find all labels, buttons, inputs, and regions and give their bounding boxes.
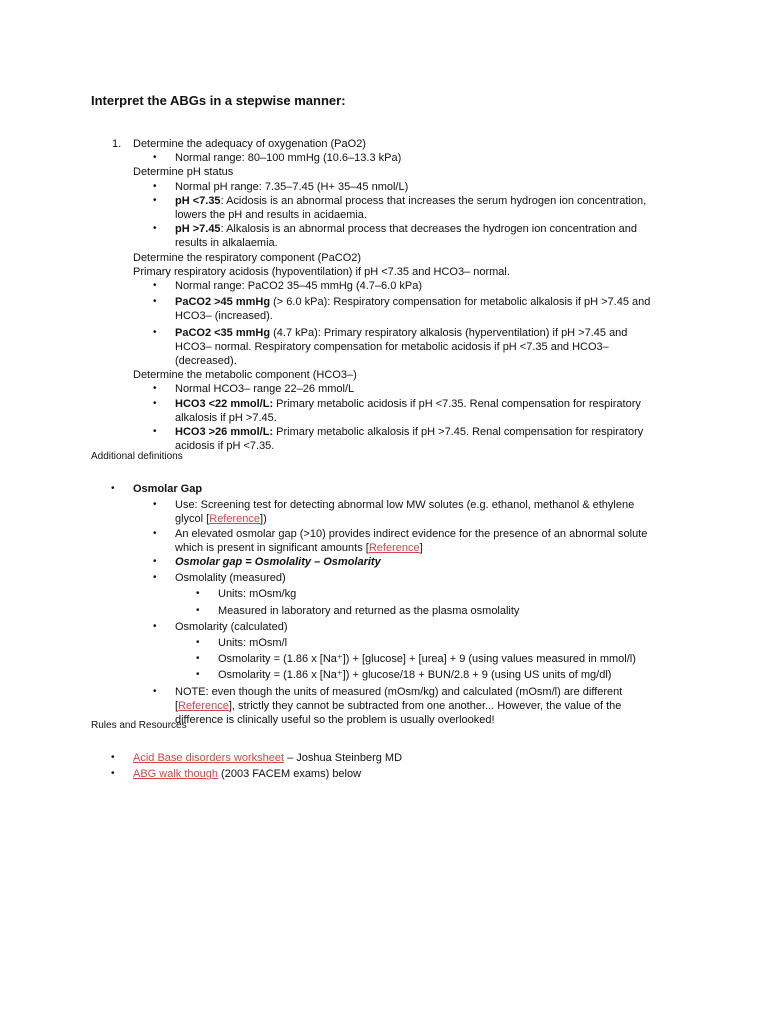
abg-walkthrough-link[interactable]: ABG walk though bbox=[133, 768, 218, 781]
osmolar-gap-formula: Osmolar gap = Osmolality – Osmolarity bbox=[175, 556, 381, 569]
additional-definitions bbox=[0, 482, 768, 727]
list-item: • PaCO2 <35 mmHg (4.7 kPa): Primary respiratory alkalosis (hyperventilation) if pH >7.45 and HCO3– normal. Respiratory compensation for metabolic acidosis if pH <7.35 and HCO3– (decreased). bbox=[153, 326, 628, 368]
list-item: • Units: mOsm/kg bbox=[196, 588, 297, 601]
bullet-icon: • bbox=[153, 383, 157, 395]
list-item: • Osmolarity = (1.86 x [Na⁺]) + [glucose] + [urea] + 9 (using values measured in mmol/l) bbox=[196, 653, 636, 666]
bullet-icon: • bbox=[153, 556, 157, 568]
list-item: • Use: Screening test for detecting abnormal low MW solutes (e.g. ethanol, methanol & ethylene glycol [Reference]) bbox=[153, 499, 635, 526]
list-item: • Measured in laboratory and returned as the plasma osmolality bbox=[196, 604, 520, 617]
step-respiratory: Determine the respiratory component (PaCO2) bbox=[133, 251, 362, 264]
paco2-low-label: PaCO2 <35 mmHg bbox=[175, 326, 271, 339]
list-item: • HCO3 <22 mmol/L: Primary metabolic acidosis if pH <7.35. Renal compensation for respiratory alkalosis if pH >7.45. bbox=[153, 397, 641, 424]
hco3-high-label: HCO3 >26 mmol/L: bbox=[175, 426, 274, 439]
list-item: • ABG walk though (2003 FACEM exams) below bbox=[111, 768, 362, 781]
worksheet-link[interactable]: Acid Base disorders worksheet bbox=[133, 752, 285, 764]
list-item: • Osmolality (measured) bbox=[153, 572, 286, 585]
page-title: Interpret the ABGs in a stepwise manner: bbox=[91, 93, 346, 108]
resources-list bbox=[0, 751, 768, 781]
hco3-low-label: HCO3 <22 mmol/L: bbox=[175, 397, 274, 410]
resources-heading: Rules and Resources bbox=[91, 720, 187, 731]
list-item: • An elevated osmolar gap (>10) provides indirect evidence for the presence of an abnormal solute which is present in significant amounts [Reference] bbox=[153, 527, 648, 554]
list-item: • Normal pH range: 7.35–7.45 (H+ 35–45 nmol/L) bbox=[153, 180, 409, 193]
bullet-icon: • bbox=[153, 527, 157, 539]
bullet-icon: • bbox=[153, 296, 157, 308]
list-item: • pH <7.35: Acidosis is an abnormal process that increases the serum hydrogen ion concentration, lowers the pH and results in acidaemia. bbox=[153, 194, 647, 222]
ph-low-label: pH <7.35 bbox=[175, 194, 221, 207]
bullet-icon: • bbox=[153, 397, 157, 409]
list-item: • Normal HCO3– range 22–26 mmol/L bbox=[153, 383, 355, 396]
list-item: • Osmolarity = (1.86 x [Na⁺]) + glucose/18 + BUN/2.8 + 9 (using US units of mg/dl) bbox=[196, 669, 612, 682]
step-metabolic: Determine the metabolic component (HCO3–) bbox=[133, 369, 357, 382]
list-item bbox=[0, 555, 768, 569]
list-item: • Normal range: PaCO2 35–45 mmHg (4.7–6.0 kPa) bbox=[153, 280, 423, 293]
bullet-icon: • bbox=[196, 604, 200, 616]
bullet-icon: • bbox=[196, 653, 200, 665]
list-item: • Normal range: 80–100 mmHg (10.6–13.3 kPa) bbox=[153, 152, 402, 165]
abg-steps bbox=[0, 137, 768, 453]
bullet-icon: • bbox=[153, 685, 157, 697]
additional-heading: Additional definitions bbox=[91, 451, 183, 462]
reference-link[interactable]: Reference bbox=[368, 541, 420, 554]
bullet-icon: • bbox=[153, 572, 157, 584]
paco2-high-label: PaCO2 >45 mmHg bbox=[175, 296, 271, 309]
step-oxygenation: 1. Determine the adequacy of oxygenation (PaO2) bbox=[112, 138, 366, 150]
list-item bbox=[0, 482, 768, 496]
bullet-icon: • bbox=[196, 669, 200, 681]
list-item: • NOTE: even though the units of measured (mOsm/kg) and calculated (mOsm/l) are different [Reference], strictly they cannot be subtracted from one another... However, the value of the difference is clinically useful so the problem is usually overlooked! bbox=[153, 685, 623, 727]
list-item: • pH >7.45: Alkalosis is an abnormal process that decreases the hydrogen ion concentration and results in alkalaemia. bbox=[153, 223, 637, 250]
bullet-icon: • bbox=[111, 768, 115, 780]
step-respiratory-primary: Primary respiratory acidosis (hypoventilation) if pH <7.35 and HCO3– normal. bbox=[133, 265, 510, 278]
list-item: • Acid Base disorders worksheet – Joshua Steinberg MD bbox=[111, 752, 403, 764]
bullet-icon: • bbox=[153, 326, 157, 338]
bullet-icon: • bbox=[153, 194, 157, 206]
bullet-icon: • bbox=[153, 426, 157, 438]
step-number: 1. bbox=[112, 138, 122, 150]
bullet-icon: • bbox=[153, 620, 157, 632]
list-item: • Osmolarity (calculated) bbox=[153, 620, 288, 633]
bullet-icon: • bbox=[153, 223, 157, 235]
bullet-icon: • bbox=[111, 752, 115, 763]
osmolar-gap-heading: Osmolar Gap bbox=[133, 483, 203, 495]
reference-link[interactable]: Reference bbox=[209, 513, 261, 526]
list-item: • HCO3 >26 mmol/L: Primary metabolic alkalosis if pH >7.45. Renal compensation for respiratory acidosis if pH <7.35. bbox=[153, 426, 644, 453]
bullet-icon: • bbox=[153, 152, 157, 164]
bullet-icon: • bbox=[196, 588, 200, 600]
list-item: • PaCO2 >45 mmHg (> 6.0 kPa): Respiratory compensation for metabolic alkalosis if pH >7.45 and HCO3– (increased). bbox=[153, 296, 651, 323]
bullet-icon: • bbox=[153, 180, 157, 192]
reference-link[interactable]: Reference bbox=[178, 699, 229, 712]
bullet-icon: • bbox=[153, 280, 157, 292]
bullet-icon: • bbox=[153, 499, 157, 511]
ph-high-label: pH >7.45 bbox=[175, 223, 221, 236]
step-ph-status: Determine pH status bbox=[133, 166, 234, 179]
list-item: • Units: mOsm/l bbox=[196, 637, 288, 650]
bullet-icon: • bbox=[196, 637, 200, 649]
bullet-icon: • bbox=[111, 483, 115, 494]
